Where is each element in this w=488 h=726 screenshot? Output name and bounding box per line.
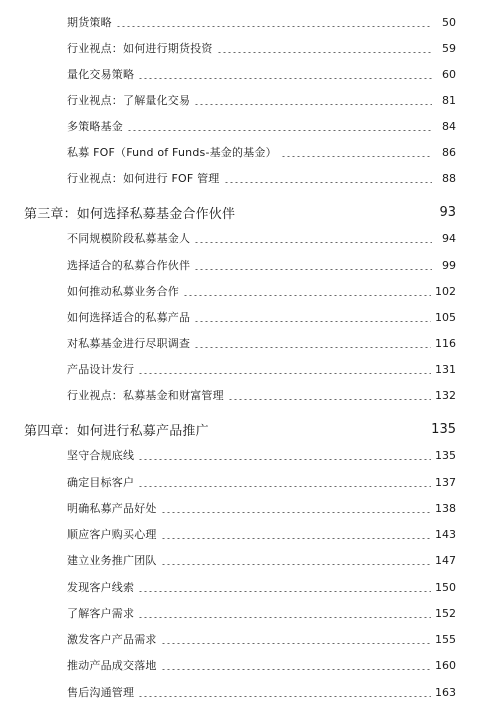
- dot-leader: [138, 696, 431, 697]
- dot-leader: [194, 269, 432, 270]
- toc-entry-page: 94: [442, 231, 456, 245]
- toc-entry-page: 132: [435, 388, 456, 402]
- toc-entry-title: 量化交易策略: [67, 68, 135, 81]
- dot-leader: [183, 295, 431, 296]
- toc-chapter-title: 第三章：如何选择私募基金合作伙伴: [24, 206, 236, 222]
- toc-entry-page: 150: [435, 580, 456, 594]
- toc-entry[interactable]: [67, 524, 456, 544]
- toc-chapter[interactable]: [24, 419, 456, 439]
- toc-entry-page: 105: [435, 310, 456, 324]
- dot-leader: [161, 643, 431, 644]
- dot-leader: [138, 486, 431, 487]
- toc-entry-title: 期货策略: [67, 16, 112, 29]
- toc-entry[interactable]: [67, 445, 456, 465]
- dot-leader: [161, 564, 431, 565]
- toc-entry[interactable]: [67, 90, 456, 110]
- toc-entry-page: 147: [435, 553, 456, 567]
- toc-entry[interactable]: [67, 228, 456, 248]
- toc-entry-page: 81: [442, 93, 456, 107]
- toc-entry-title: 激发客户产品需求: [67, 633, 157, 646]
- dot-leader: [281, 156, 432, 157]
- toc-entry-page: 138: [435, 501, 456, 515]
- toc-entry-page: 102: [435, 284, 456, 298]
- toc-entry[interactable]: [67, 629, 456, 649]
- dot-leader: [138, 373, 431, 374]
- toc-entry[interactable]: [67, 577, 456, 597]
- toc-entry[interactable]: [67, 333, 456, 353]
- toc-entry-title: 多策略基金: [67, 120, 123, 133]
- toc-entry-page: 59: [442, 41, 456, 55]
- dot-leader: [127, 130, 432, 131]
- toc-entry-title: 坚守合规底线: [67, 449, 135, 462]
- toc-entry-title: 行业视点：如何进行 FOF 管理: [67, 172, 220, 185]
- toc-entry-title: 建立业务推广团队: [67, 554, 157, 567]
- toc-entry-title: 行业视点：私募基金和财富管理: [67, 389, 224, 402]
- toc-chapter-page: 93: [439, 204, 456, 220]
- toc-entry-title: 顺应客户购买心理: [67, 528, 157, 541]
- dot-leader: [194, 347, 431, 348]
- toc-entry-title: 明确私募产品好处: [67, 502, 157, 515]
- dot-leader: [224, 182, 432, 183]
- toc-entry-title: 行业视点：如何进行期货投资: [67, 42, 213, 55]
- dot-leader: [138, 459, 431, 460]
- toc-entry[interactable]: [67, 38, 456, 58]
- toc-entry-title: 对私募基金进行尽职调查: [67, 337, 191, 350]
- toc-entry[interactable]: [67, 682, 456, 702]
- toc-entry-title: 行业视点：了解量化交易: [67, 94, 191, 107]
- toc-entry-title: 推动产品成交落地: [67, 659, 157, 672]
- toc-chapter[interactable]: [24, 202, 456, 222]
- dot-leader: [161, 538, 431, 539]
- toc-entry[interactable]: [67, 472, 456, 492]
- dot-leader: [194, 104, 432, 105]
- toc-entry[interactable]: [67, 142, 456, 162]
- toc-entry[interactable]: [67, 603, 456, 623]
- dot-leader: [138, 591, 431, 592]
- toc-entry-page: 88: [442, 171, 456, 185]
- toc-entry[interactable]: [67, 64, 456, 84]
- toc-entry-page: 116: [435, 336, 456, 350]
- toc-entry-page: 143: [435, 527, 456, 541]
- toc-entry[interactable]: [67, 281, 456, 301]
- toc-entry[interactable]: [67, 550, 456, 570]
- dot-leader: [194, 242, 432, 243]
- toc-entry[interactable]: [67, 255, 456, 275]
- toc-entry-title: 产品设计发行: [67, 363, 135, 376]
- dot-leader: [161, 512, 431, 513]
- dot-leader: [138, 78, 432, 79]
- toc-entry-page: 84: [442, 119, 456, 133]
- dot-leader: [217, 52, 432, 53]
- toc-entry-page: 99: [442, 258, 456, 272]
- toc-entry-title: 选择适合的私募合作伙伴: [67, 259, 191, 272]
- toc-entry[interactable]: [67, 359, 456, 379]
- toc-entry[interactable]: [67, 12, 456, 32]
- toc-entry-title: 发现客户线索: [67, 581, 135, 594]
- dot-leader: [116, 26, 432, 27]
- toc-entry-page: 50: [442, 15, 456, 29]
- toc-entry-page: 60: [442, 67, 456, 81]
- toc-entry[interactable]: [67, 307, 456, 327]
- toc-entry-title: 不同规模阶段私募基金人: [67, 232, 191, 245]
- toc-entry-page: 163: [435, 685, 456, 699]
- dot-leader: [194, 321, 431, 322]
- toc-entry-title: 私募 FOF（Fund of Funds-基金的基金）: [67, 146, 277, 159]
- dot-leader: [161, 669, 431, 670]
- toc-entry-page: 160: [435, 658, 456, 672]
- toc-entry[interactable]: [67, 655, 456, 675]
- toc-entry-title: 如何推动私募业务合作: [67, 285, 179, 298]
- toc-entry-page: 135: [435, 448, 456, 462]
- toc-entry[interactable]: [67, 168, 456, 188]
- toc-entry-title: 了解客户需求: [67, 607, 135, 620]
- toc-entry-page: 131: [435, 362, 456, 376]
- toc-chapter-title: 第四章：如何进行私募产品推广: [24, 423, 209, 439]
- toc-entry[interactable]: [67, 116, 456, 136]
- toc-entry-page: 137: [435, 475, 456, 489]
- dot-leader: [228, 399, 431, 400]
- toc-entry-page: 155: [435, 632, 456, 646]
- toc-entry[interactable]: [67, 498, 456, 518]
- dot-leader: [138, 617, 431, 618]
- toc-chapter-page: 135: [431, 421, 456, 437]
- toc-entry-title: 如何选择适合的私募产品: [67, 311, 191, 324]
- toc-entry[interactable]: [67, 385, 456, 405]
- toc-entry-page: 86: [442, 145, 456, 159]
- toc-entry-title: 确定目标客户: [67, 476, 135, 489]
- toc-entry-page: 152: [435, 606, 456, 620]
- toc-entry-title: 售后沟通管理: [67, 686, 135, 699]
